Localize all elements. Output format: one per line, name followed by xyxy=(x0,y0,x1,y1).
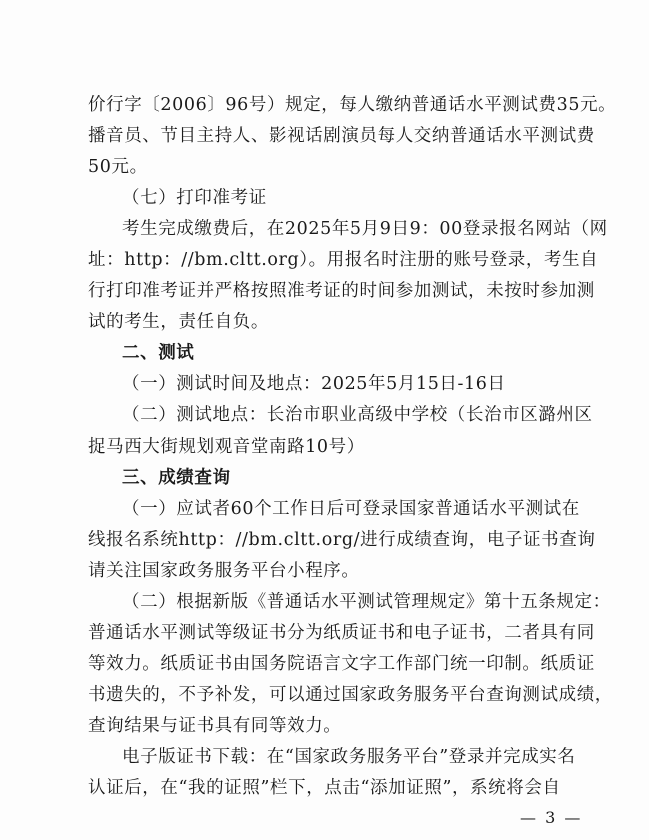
text-line: 址：http：//bm.cltt.org）。用报名时注册的账号登录，考生自 xyxy=(88,250,599,270)
text-line: 试的考生，责任自负。 xyxy=(88,312,269,332)
text-line: （一）测试时间及地点：2025年5月15日-16日 xyxy=(122,374,506,394)
text-line: （二）根据新版《普通话水平测试管理规定》第十五条规定： xyxy=(122,592,611,612)
text-line: 线报名系统http：//bm.cltt.org/进行成绩查询，电子证书查询 xyxy=(88,530,596,550)
text-line: 电子版证书下载：在“国家政务服务平台”登录并完成实名 xyxy=(122,747,576,767)
page-number: — 3 — xyxy=(520,808,583,827)
text-line: 价行字〔2006〕96号）规定，每人缴纳普通话水平测试费35元。 xyxy=(88,95,617,115)
text-line: 查询结果与证书具有同等效力。 xyxy=(88,716,342,736)
text-line: （二）测试地点：长治市职业高级中学校（长治市区潞州区 xyxy=(122,405,593,425)
text-line: 考生完成缴费后，在2025年5月9日9：00登录报名网站（网 xyxy=(122,219,608,239)
text-line: 等效力。纸质证书由国务院语言文字工作部门统一印制。纸质证 xyxy=(88,654,595,674)
text-line: 认证后，在“我的证照”栏下，点击“添加证照”，系统将会自 xyxy=(88,778,561,798)
text-line: 50元。 xyxy=(88,157,148,177)
text-line: 捉马西大街规划观音堂南路10号） xyxy=(88,437,365,457)
section-subheading: （七）打印准考证 xyxy=(122,188,267,208)
section-heading: 三、成绩查询 xyxy=(122,468,231,488)
text-line: 请关注国家政务服务平台小程序。 xyxy=(88,561,360,581)
text-line: 播音员、节目主持人、影视话剧演员每人交纳普通话水平测试费 xyxy=(88,126,595,146)
text-line: 行打印准考证并严格按照准考证的时间参加测试，未按时参加测 xyxy=(88,281,595,301)
text-line: 普通话水平测试等级证书分为纸质证书和电子证书，二者具有同 xyxy=(88,623,595,643)
text-line: 书遗失的，不予补发，可以通过国家政务服务平台查询测试成绩， xyxy=(88,685,613,705)
section-heading: 二、测试 xyxy=(122,343,195,363)
text-line: （一）应试者60个工作日后可登录国家普通话水平测试在 xyxy=(122,499,580,519)
